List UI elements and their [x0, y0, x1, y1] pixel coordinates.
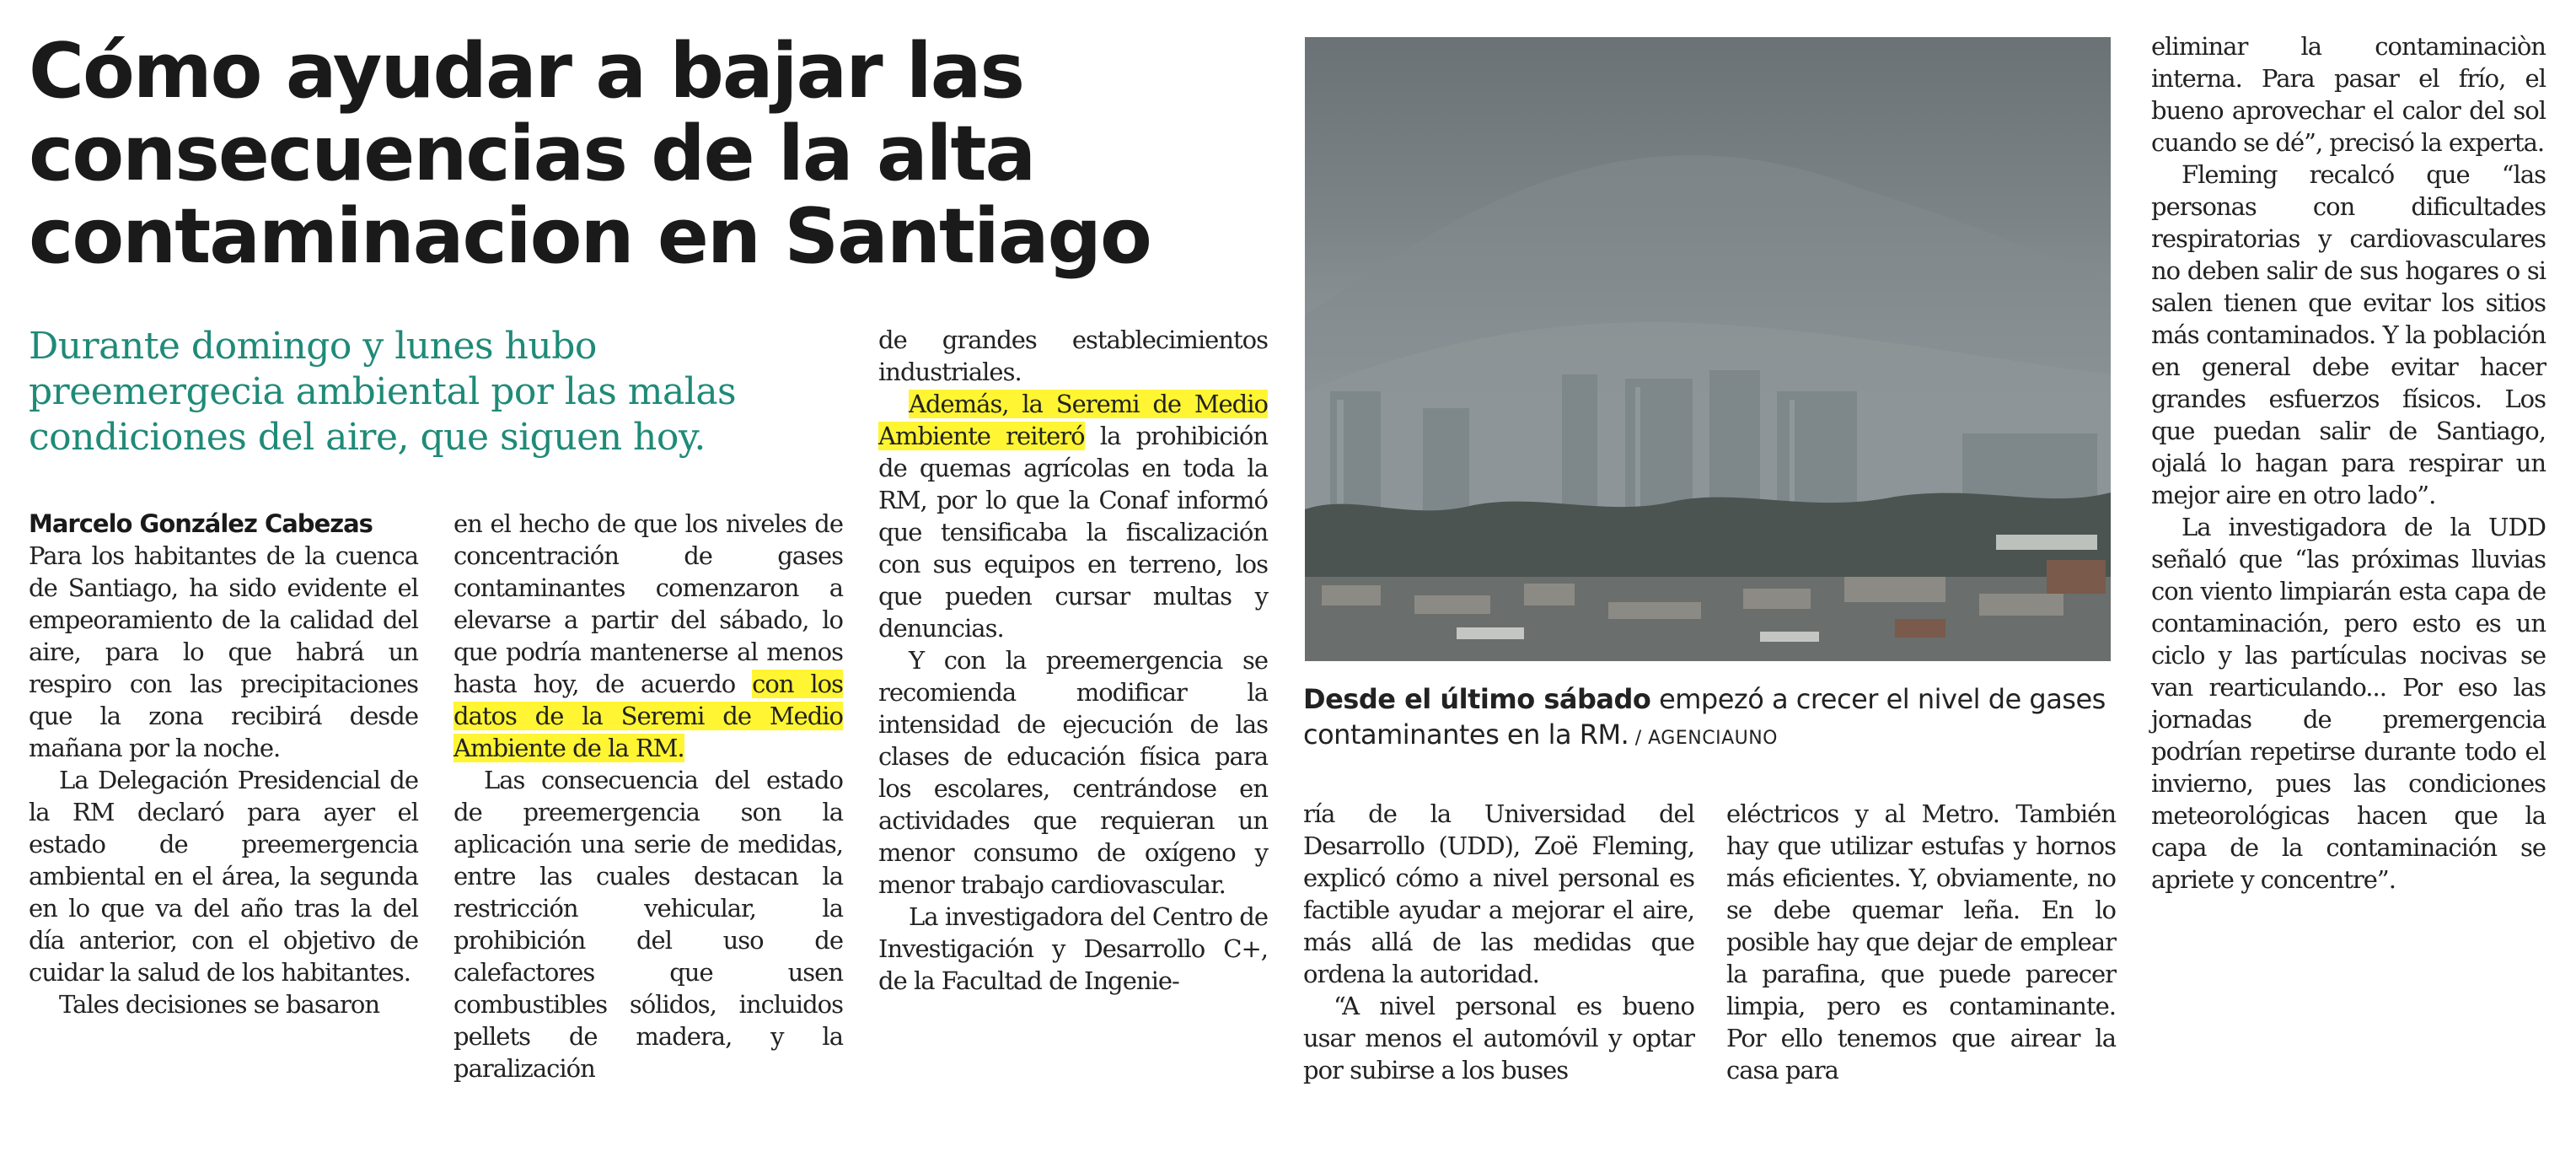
paragraph: “A nivel personal es bueno usar menos el automóvil y optar por subirse a los buses — [1303, 992, 1694, 1084]
paragraph: Tales decisiones se basaron — [59, 990, 380, 1019]
paragraph: Las consecuencia del estado de preemergencia son la aplicación una serie de medidas, entre las cuales destacan la restricción vehicular, la prohibición del uso de calefactores que usen combustibles sólidos, incluidos pellets de madera, y la paralización — [453, 766, 843, 1083]
highlighted-text: Además, la Seremi de Medio Ambiente reiteró — [878, 390, 1268, 450]
caption-lead: Desde el último sábado — [1303, 683, 1651, 715]
paragraph: de grandes establecimientos industriales. — [878, 326, 1268, 386]
highlighted-text: con los datos de la Seremi de Medio Ambiente de la RM. — [453, 670, 843, 762]
paragraph: eliminar la contaminaciòn interna. Para pasar el frío, el bueno aprovechar el calor del sol cuando se dé”, precisó la experta. — [2151, 32, 2546, 157]
paragraph — [453, 508, 843, 764]
photo-credit: / AGENCIAUNO — [1629, 728, 1778, 749]
paragraph — [878, 388, 1268, 644]
article-column-2 — [453, 508, 843, 1084]
paragraph: La investigadora de la UDD señaló que “las próximas lluvias con viento limpiarán esta capa de contaminación, pero esto es un ciclo y las partículas nocivas se van rearticulando... Por eso las jornadas de premergencia podrían repetirse durante todo el invierno, pues las condiciones meteorológicas hacen que la capa de la contaminación se apriete y concentre”. — [2151, 513, 2546, 894]
photo-caption — [1303, 681, 2129, 756]
headline: Cómo ayudar a bajar las consecuencias de la alta contaminacion en Santiago — [29, 27, 1151, 281]
paragraph: Para los habitantes de la cuenca de Santiago, ha sido evidente el empeoramiento de la calidad del aire, para lo que habrá un respiro con las precipitaciones que la zona recibirá desde mañana por la noche. — [29, 541, 418, 762]
paragraph-text: en el hecho de que los niveles de concentración de gases contaminantes comenzaron a elevarse a partir del sábado, lo que podría mantenerse al menos hasta hoy, de acuerdo — [453, 509, 843, 698]
article-column-4 — [1303, 798, 1694, 1086]
caption-text: empezó a crecer el nivel de gases contaminantes en la RM. — [1303, 683, 2106, 751]
paragraph: ría de la Universidad del Desarrollo (UDD), Zoë Fleming, explicó cómo a nivel personal es factible ayudar a mejorar el aire, más allá de las medidas que ordena la autoridad. — [1303, 799, 1694, 988]
paragraph: Y con la preemergencia se recomienda modificar la intensidad de ejecución de las clases de educación física para los escolares, centrándose en actividades que requieran un menor consumo de oxígeno y menor trabajo cardiovascular. — [878, 646, 1268, 899]
paragraph: La investigadora del Centro de Investigación y Desarrollo C+, de la Facultad de Ingenie- — [878, 902, 1268, 995]
paragraph: Fleming recalcó que “las personas con dificultades respiratorias y cardiovasculares no deben salir de sus hogares o si salen tienen que evitar los sitios más contaminados. Y la población en general debe evitar hacer grandes esfuerzos físicos. Los que puedan salir de Santiago, ojalá lo hagan para respirar un mejor aire en otro lado”. — [2151, 160, 2546, 509]
byline: Marcelo González Cabezas — [29, 509, 373, 538]
article-column-6 — [2151, 30, 2546, 896]
article-column-3 — [878, 324, 1268, 997]
paragraph-text: la prohibición de quemas agrícolas en toda la RM, por lo que la Conaf informó que tensificaba la fiscalización con sus equipos en terreno, los que pueden cursar multas y denuncias. — [878, 422, 1268, 643]
paragraph: La Delegación Presidencial de la RM declaró para ayer el estado de preemergencia ambiental en el área, la segunda en lo que va del año tras la del día anterior, con el objetivo de cuidar la salud de los habitantes. — [29, 766, 418, 987]
article-column-1 — [29, 508, 418, 1020]
deck-subtitle: Durante domingo y lunes hubo preemergecia ambiental por las malas condiciones del aire, que siguen hoy. — [29, 325, 737, 459]
city-smog-photo — [1305, 37, 2111, 661]
paragraph: eléctricos y al Metro. También hay que utilizar estufas y hornos más eficientes. Y, obviamente, no se debe quemar leña. En lo posible hay que dejar de emplear la parafina, que puede parecer limpia, pero es contaminante. Por ello tenemos que airear la casa para — [1726, 799, 2116, 1084]
smog-city-skyline-image — [1305, 37, 2111, 661]
article-column-5 — [1726, 798, 2116, 1086]
